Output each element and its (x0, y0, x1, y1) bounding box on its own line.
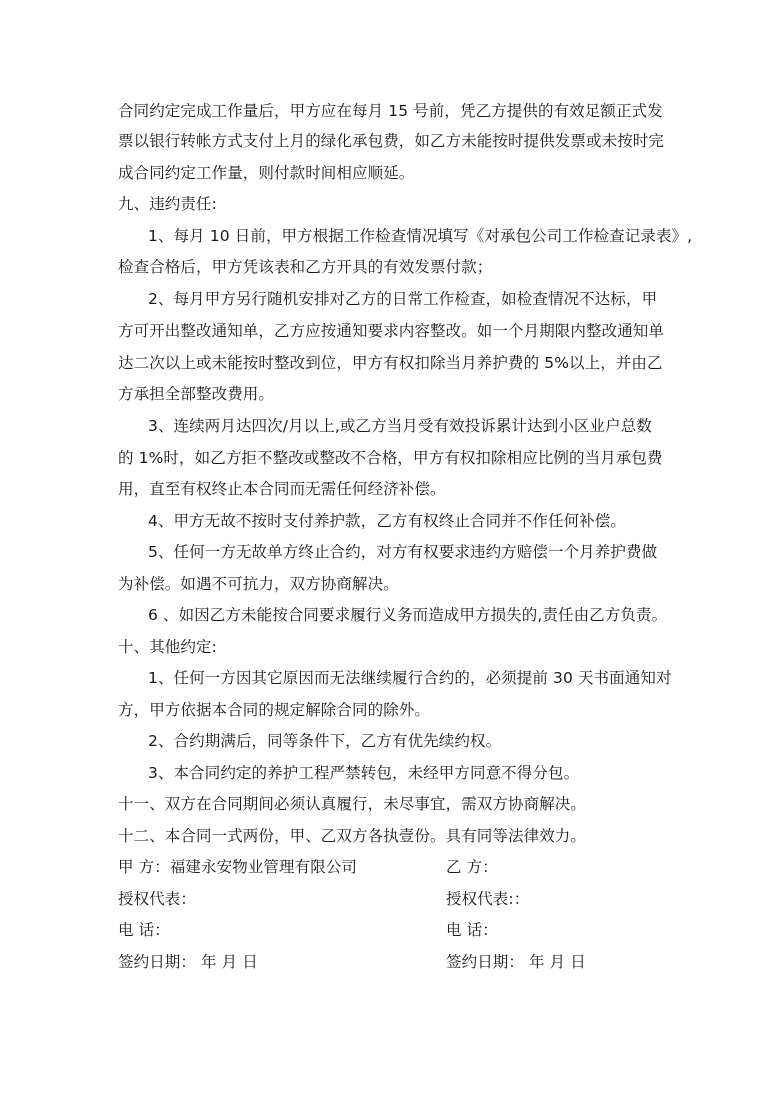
party-b-name: 乙 方： (446, 858, 498, 876)
text-line: 合同约定完成工作量后，甲方应在每月 15 号前，凭乙方提供的有效足额正式发 (118, 102, 663, 120)
text-line: 2、合约期满后，同等条件下，乙方有优先续约权。 (148, 732, 502, 750)
party-a-sign-date: 签约日期： 年 月 日 (118, 953, 258, 971)
section-heading: 十、其他约定: (118, 638, 217, 656)
party-a-representative: 授权代表： (118, 890, 197, 908)
party-b-sign-date: 签约日期： 年 月 日 (446, 953, 586, 971)
text-line: 票以银行转帐方式支付上月的绿化承包费，如乙方未能按时提供发票或未按时完 (118, 132, 665, 150)
text-line: 3、本合同约定的养护工程严禁转包，未经甲方同意不得分包。 (148, 764, 580, 782)
text-line: 成合同约定工作量，则付款时间相应顺延。 (118, 164, 415, 182)
text-line: 方承担全部整改费用。 (118, 385, 275, 403)
party-b-representative: 授权代表:： (446, 890, 530, 908)
text-line: 为补偿。如遇不可抗力，双方协商解决。 (118, 575, 399, 593)
text-line: 方可开出整改通知单，乙方应按通知要求内容整改。如一个月期限内整改通知单 (118, 322, 665, 340)
text-line: 的 1%时，如乙方拒不整改或整改不合格，甲方有权扣除相应比例的当月承包费 (118, 449, 663, 467)
section-heading: 十一、双方在合同期间必须认真履行，未尽事宜，需双方协商解决。 (118, 795, 587, 813)
section-heading: 十二、本合同一式两份，甲、乙双方各执壹份。具有同等法律效力。 (118, 827, 587, 845)
text-line: 1、每月 10 日前，甲方根据工作检查情况填写《对承包公司工作检查记录表》, (148, 227, 693, 245)
text-line: 1、任何一方因其它原因而无法继续履行合约的，必须提前 30 天书面通知对 (148, 669, 672, 687)
text-line: 5、任何一方无故单方终止合约，对方有权要求违约方赔偿一个月养护费做 (148, 543, 658, 561)
party-b-phone: 电 话： (446, 921, 498, 939)
text-line: 方，甲方依据本合同的规定解除合同的除外。 (118, 701, 431, 719)
text-line: 用，直至有权终止本合同而无需任何经济补偿。 (118, 480, 446, 498)
party-a-name: 甲 方：福建永安物业管理有限公司 (118, 858, 358, 876)
section-heading: 九、违约责任: (118, 195, 217, 213)
text-line: 6 、如因乙方未能按合同要求履行义务而造成甲方损失的,责任由乙方负责。 (148, 606, 668, 624)
party-a-phone: 电 话： (118, 921, 170, 939)
text-line: 2、每月甲方另行随机安排对乙方的日常工作检查，如检查情况不达标，甲 (148, 290, 658, 308)
text-line: 4、甲方无故不按时支付养护款，乙方有权终止合同并不作任何补偿。 (148, 512, 626, 530)
text-line: 检查合格后，甲方凭该表和乙方开具的有效发票付款； (118, 258, 493, 276)
text-line: 3、连续两月达四次/月以上,或乙方当月受有效投诉累计达到小区业户总数 (148, 417, 652, 435)
text-line: 达二次以上或未能按时整改到位，甲方有权扣除当月养护费的 5%以上，并由乙 (118, 354, 663, 372)
